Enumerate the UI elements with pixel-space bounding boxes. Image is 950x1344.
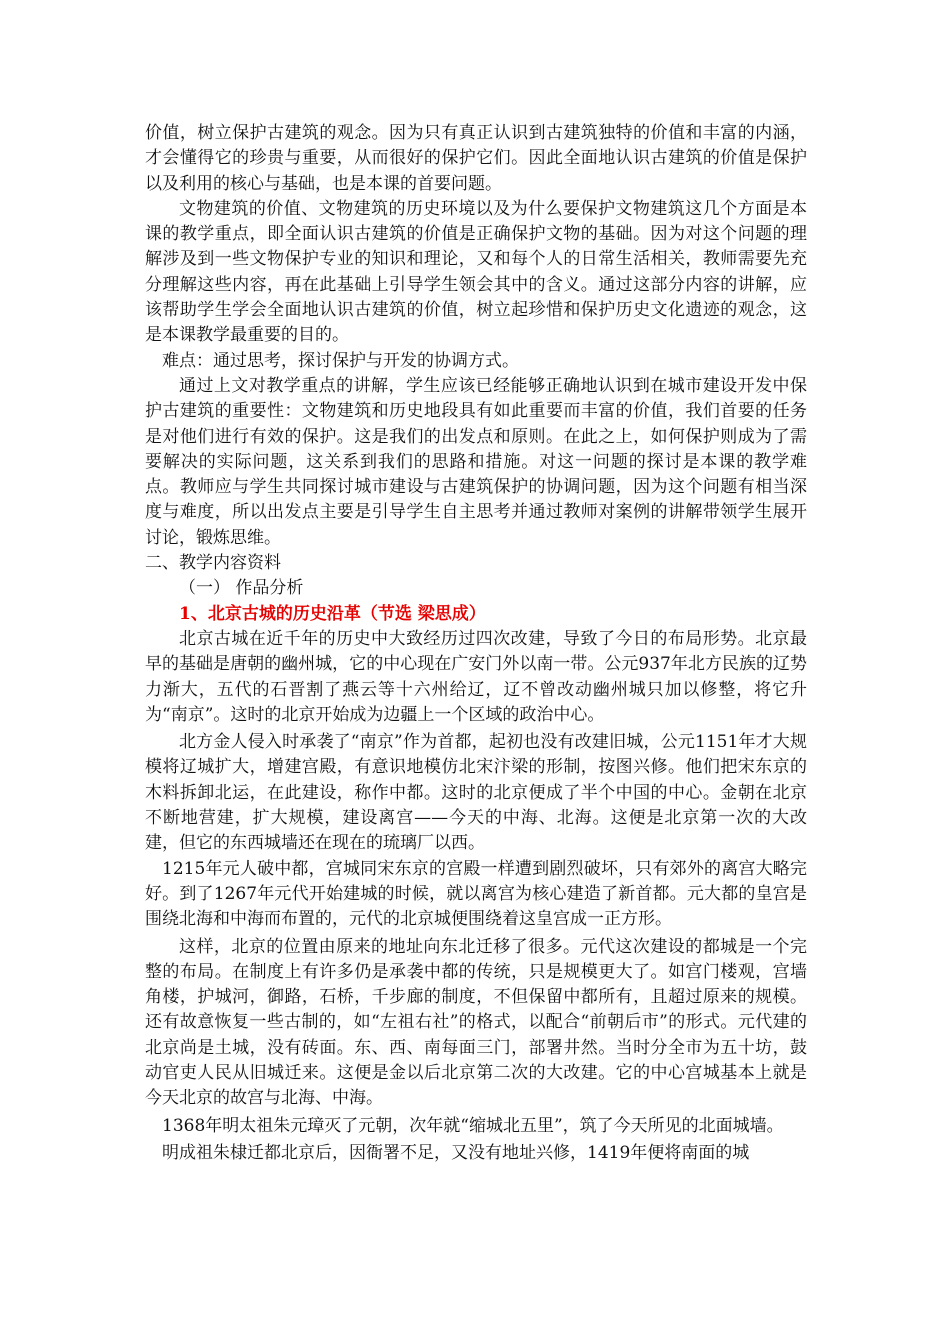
section-heading-teaching-materials: 二、教学内容资料 (145, 553, 281, 574)
paragraph-history-4: 这样，北京的位置由原来的地址向东北迁移了很多。元代这次建设的都城是一个完整的布局。在制度上有许多仍是承袭中都的传统，只是规模更大了。如宫门楼观，宫墙角楼，护城河，御路，石桥，千步廊的制度，不但保留中都所有，且超过原来的规模。还有故意恢复一些古制的，如“左祖右社”的格式，以配合“前朝后市”的形式。元代建的北京尚是土城，没有砖面。东、西、南每面三门，部署井然。当时分全市为五十坊，鼓动官吏人民从旧城迁来。这便是金以后北京第二次的大改建。它的中心宫城基本上就是今天北京的故宫与北海、中海。 (145, 936, 807, 1109)
paragraph-difficulty-explanation: 通过上文对教学重点的讲解，学生应该已经能够正确地认识到在城市建设开发中保护古建筑的重要性：文物建筑和历史地段具有如此重要而丰富的价值，我们首要的任务是对他们进行有效的保护。这是我们的出发点和原则。在此之上，如何保护则成为了需要解决的实际问题，这关系到我们的思路和措施。对这一问题的探讨是本课的教学难点。教师应与学生共同探讨城市建设与古建筑保护的协调问题，因为这个问题有相当深度与难度，所以出发点主要是引导学生自主思考并通过教师对案例的讲解带领学生展开讨论，锻炼思维。 (145, 375, 807, 548)
paragraph-history-1: 北京古城在近千年的历史中大致经历过四次改建，导致了今日的布局形势。北京最早的基础是唐朝的幽州城，它的中心现在广安门外以南一带。公元937年北方民族的辽势力渐大，五代的石晋割了燕云等十六州给辽，辽不曾改动幽州城只加以修整，将它升为“南京”。这时的北京开始成为边疆上一个区域的政治中心。 (145, 628, 807, 725)
subsection-heading-work-analysis: （一） 作品分析 (179, 578, 304, 599)
paragraph-history-2: 北方金人侵入时承袭了“南京”作为首都，起初也没有改建旧城，公元1151年才大规模将辽城扩大，增建宫殿，有意识地模仿北宋汴梁的形制，按图兴修。他们把宋东京的木料拆卸北运，在此建设，称作中都。这时的北京便成了半个中国的中心。金朝在北京不断地营建，扩大规模，建设离宫——今天的中海、北海。这便是北京第一次的大改建，但它的东西城墙还在现在的琉璃厂以西。 (145, 732, 807, 854)
paragraph-history-3: 1215年元人破中都，宫城同宋东京的宫殿一样遭到剧烈破坏，只有郊外的离宫大略完好。到了1267年元代开始建城的时候，就以离宫为核心建造了新首都。元大都的皇宫是围绕北海和中海而布置的，元代的北京城便围绕着这皇宫成一正方形。 (145, 858, 807, 930)
paragraph-history-5: 1368年明太祖朱元璋灭了元朝，次年就“缩城北五里”，筑了今天所见的北面城墙。 (162, 1115, 784, 1136)
paragraph-difficulty: 难点：通过思考，探讨保护与开发的协调方式。 (162, 350, 519, 371)
paragraph-intro-continuation: 价值，树立保护古建筑的观念。因为只有真正认识到古建筑独特的价值和丰富的内涵，才会懂得它的珍贵与重要，从而很好的保护它们。因此全面地认识古建筑的价值是保护以及利用的核心与基础，也是本课的首要问题。 (145, 123, 807, 194)
article-title: 1、北京古城的历史沿革（节选 梁思成） (179, 603, 486, 624)
paragraph-teaching-focus: 文物建筑的价值、文物建筑的历史环境以及为什么要保护文物建筑这几个方面是本课的教学重点，即全面认识古建筑的价值是正确保护文物的基础。因为对这个问题的理解涉及到一些文物保护专业的知识和理论，又和每个人的日常生活相关，教师需要先充分理解这些内容，再在此基础上引导学生领会其中的含义。通过这部分内容的讲解，应该帮助学生学会全面地认识古建筑的价值，树立起珍惜和保护历史文化遗迹的观念，这是本课教学最重要的目的。 (145, 198, 807, 346)
paragraph-history-6: 明成祖朱棣迁都北京后，因衙署不足，又没有地址兴修，1419年便将南面的城 (162, 1142, 750, 1163)
document-body (145, 121, 807, 1166)
